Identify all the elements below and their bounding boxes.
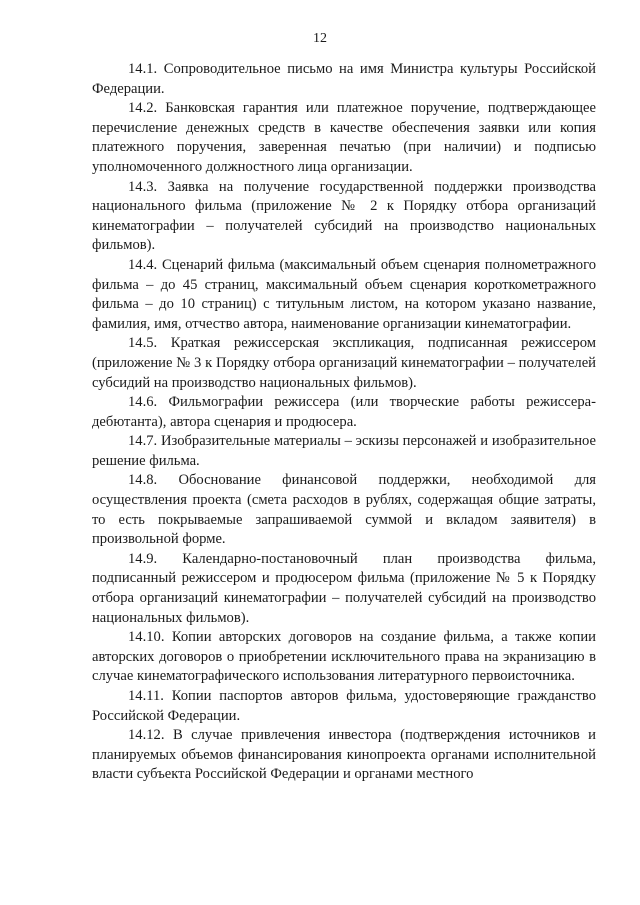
paragraph-14-3: 14.3. Заявка на получение государственной поддержки производства национального фильма (приложение № 2 к Порядку отбора организаций кинематографии – получателей субсидий на производство национальных фильмов). [92, 178, 596, 254]
document-body [92, 60, 596, 785]
paragraph-14-9: 14.9. Календарно-постановочный план производства фильма, подписанный режиссером и продюсером фильма (приложение № 5 к Порядку отбора организаций кинематографии – получателей субсидий на производство национальных фильмов). [92, 550, 596, 626]
paragraph-14-6: 14.6. Фильмографии режиссера (или творческие работы режиссера-дебютанта), автора сценария и продюсера. [92, 394, 596, 430]
paragraph-14-7: 14.7. Изобразительные материалы – эскизы персонажей и изобразительное решение фильма. [92, 433, 596, 469]
paragraph-14-10: 14.10. Копии авторских договоров на создание фильма, а также копии авторских договоров о приобретении исключительного права на экранизацию в случае кинематографического использования литературного первоисточника. [92, 629, 596, 685]
paragraph-14-5: 14.5. Краткая режиссерская экспликация, подписанная режиссером (приложение № 3 к Порядку отбора организаций кинематографии – получателей субсидий на производство национальных фильмов). [92, 335, 596, 391]
page-number: 12 [313, 31, 327, 46]
paragraph-14-8: 14.8. Обоснование финансовой поддержки, необходимой для осуществления проекта (смета расходов в рублях, содержащая общие затраты, то есть покрываемые запрашиваемой суммой и вкладом заявителя) в произвольной форме. [92, 472, 596, 548]
paragraph-14-12: 14.12. В случае привлечения инвестора (подтверждения источников и планируемых объемов финансирования кинопроекта органами исполнительной власти субъекта Российской Федерации и органами местного [92, 727, 596, 783]
paragraph-14-11: 14.11. Копии паспортов авторов фильма, удостоверяющие гражданство Российской Федерации. [92, 688, 596, 724]
paragraph-14-1: 14.1. Сопроводительное письмо на имя Министра культуры Российской Федерации. [92, 61, 596, 97]
paragraph-14-4: 14.4. Сценарий фильма (максимальный объем сценария полнометражного фильма – до 45 страниц, максимальный объем сценария короткометражного фильма – до 10 страниц) с титульным листом, на котором указано название, фамилия, имя, отчество автора, наименование организации кинематографии. [92, 256, 596, 332]
paragraph-14-2: 14.2. Банковская гарантия или платежное поручение, подтверждающее перечисление денежных средств в качестве обеспечения заявки или копия платежного поручения, заверенная печатью (при наличии) и подписью уполномоченного должностного лица организации. [92, 100, 596, 175]
